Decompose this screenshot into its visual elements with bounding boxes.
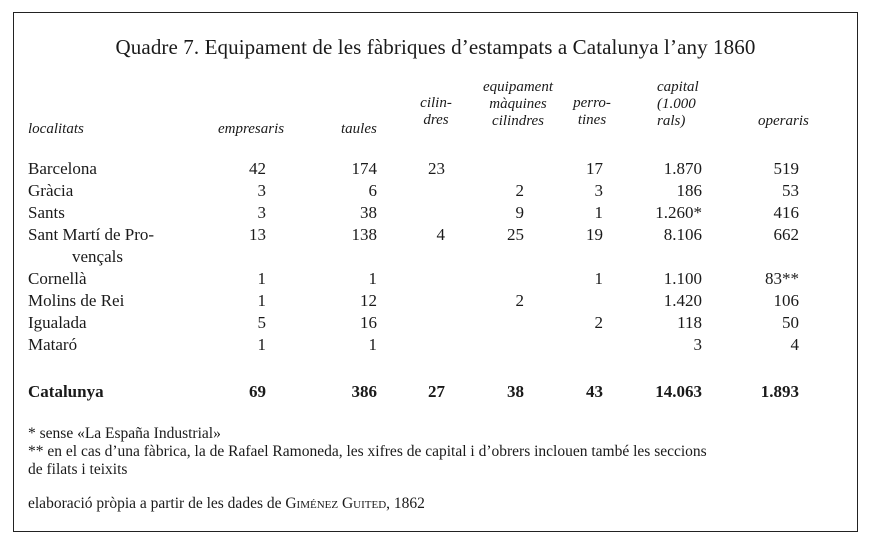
total-row xyxy=(14,382,857,404)
cell-empresaris: 13 xyxy=(249,225,266,244)
cell-perrotines: 1 xyxy=(594,203,603,222)
cell-capital: 186 xyxy=(676,181,702,200)
cell-maquines: 9 xyxy=(515,203,524,222)
cell-maquines: 25 xyxy=(507,225,524,244)
cell-maquines: 2 xyxy=(515,181,524,200)
total-label: Catalunya xyxy=(28,382,104,401)
cell-empresaris: 5 xyxy=(257,313,266,332)
cell-operaris: 662 xyxy=(773,225,799,244)
cell-capital: 1.100 xyxy=(663,269,702,288)
cell-localitat: Molins de Rei xyxy=(28,291,125,310)
cell-operaris: 416 xyxy=(773,203,799,222)
table-row xyxy=(14,335,857,357)
cell-perrotines: 17 xyxy=(586,159,603,178)
total-cilindres: 27 xyxy=(428,382,445,401)
cell-capital: 8.106 xyxy=(663,225,702,244)
footnote-1: * sense «La España Industrial» xyxy=(28,425,221,442)
total-empresaris: 69 xyxy=(249,382,266,401)
cell-empresaris: 1 xyxy=(257,291,266,310)
source-author: Giménez Guited xyxy=(285,495,387,512)
cell-capital: 3 xyxy=(693,335,702,354)
cell-localitat: Cornellà xyxy=(28,269,87,288)
header-equipament-maquines-cilindres: equipament màquines cilindres xyxy=(483,79,553,129)
cell-perrotines: 3 xyxy=(594,181,603,200)
cell-capital: 1.870 xyxy=(663,159,702,178)
table-row xyxy=(14,225,857,266)
cell-localitat: Sant Martí de Pro- xyxy=(28,225,155,244)
total-taules: 386 xyxy=(351,382,377,401)
total-perrotines: 43 xyxy=(586,382,603,401)
header-perrotines: perro- tines xyxy=(573,95,611,128)
cell-perrotines: 19 xyxy=(586,225,603,244)
table-row xyxy=(14,181,857,203)
cell-perrotines: 1 xyxy=(594,269,603,288)
cell-taules: 1 xyxy=(368,335,377,354)
table-row xyxy=(14,159,857,181)
cell-taules: 6 xyxy=(368,181,377,200)
header-localitats: localitats xyxy=(28,121,84,137)
table-frame xyxy=(13,12,858,532)
cell-operaris: 53 xyxy=(782,181,799,200)
header-taules: taules xyxy=(341,121,377,137)
table-row xyxy=(14,269,857,291)
cell-taules: 174 xyxy=(351,159,377,178)
header-empresaris: empresaris xyxy=(218,121,285,137)
cell-localitat: Gràcia xyxy=(28,181,74,200)
cell-localitat-cont: vençals xyxy=(72,247,123,266)
cell-localitat: Barcelona xyxy=(28,159,97,178)
cell-operaris: 83** xyxy=(765,269,799,288)
cell-capital: 1.260* xyxy=(655,203,702,222)
header-cilindres: cilin- dres xyxy=(420,95,452,128)
cell-taules: 16 xyxy=(360,313,377,332)
cell-empresaris: 1 xyxy=(257,335,266,354)
cell-empresaris: 3 xyxy=(257,181,266,200)
cell-taules: 1 xyxy=(368,269,377,288)
table-row xyxy=(14,313,857,335)
cell-operaris: 519 xyxy=(773,159,799,178)
footnote-2: ** en el cas d’una fàbrica, la de Rafael Ramoneda, les xifres de capital i d’obrers inclouen també les seccions xyxy=(28,443,707,460)
cell-localitat: Mataró xyxy=(28,335,78,354)
table-title: Quadre 7. Equipament de les fàbriques d’estampats a Catalunya l’any 1860 xyxy=(115,35,756,59)
cell-operaris: 50 xyxy=(782,313,799,332)
cell-maquines: 2 xyxy=(515,291,524,310)
table-row xyxy=(14,291,857,313)
cell-empresaris: 1 xyxy=(257,269,266,288)
cell-perrotines: 2 xyxy=(594,313,603,332)
cell-taules: 138 xyxy=(351,225,377,244)
header-operaris: operaris xyxy=(758,113,809,129)
cell-capital: 1.420 xyxy=(663,291,702,310)
header-capital: capital (1.000 rals) xyxy=(657,79,699,129)
footnote-2-cont: de filats i teixits xyxy=(28,461,128,478)
cell-cilindres: 4 xyxy=(436,225,445,244)
table-row xyxy=(14,203,857,225)
source-note: elaboració pròpia a partir de les dades de Giménez Guited, 1862 xyxy=(28,495,425,512)
cell-operaris: 106 xyxy=(773,291,799,310)
cell-taules: 12 xyxy=(360,291,377,310)
total-maquines: 38 xyxy=(507,382,524,401)
cell-capital: 118 xyxy=(677,313,702,332)
cell-localitat: Igualada xyxy=(28,313,87,332)
total-operaris: 1.893 xyxy=(760,382,799,401)
total-capital: 14.063 xyxy=(655,382,702,401)
cell-operaris: 4 xyxy=(790,335,799,354)
cell-localitat: Sants xyxy=(28,203,65,222)
cell-empresaris: 42 xyxy=(249,159,266,178)
cell-taules: 38 xyxy=(360,203,377,222)
cell-cilindres: 23 xyxy=(428,159,445,178)
cell-empresaris: 3 xyxy=(257,203,266,222)
